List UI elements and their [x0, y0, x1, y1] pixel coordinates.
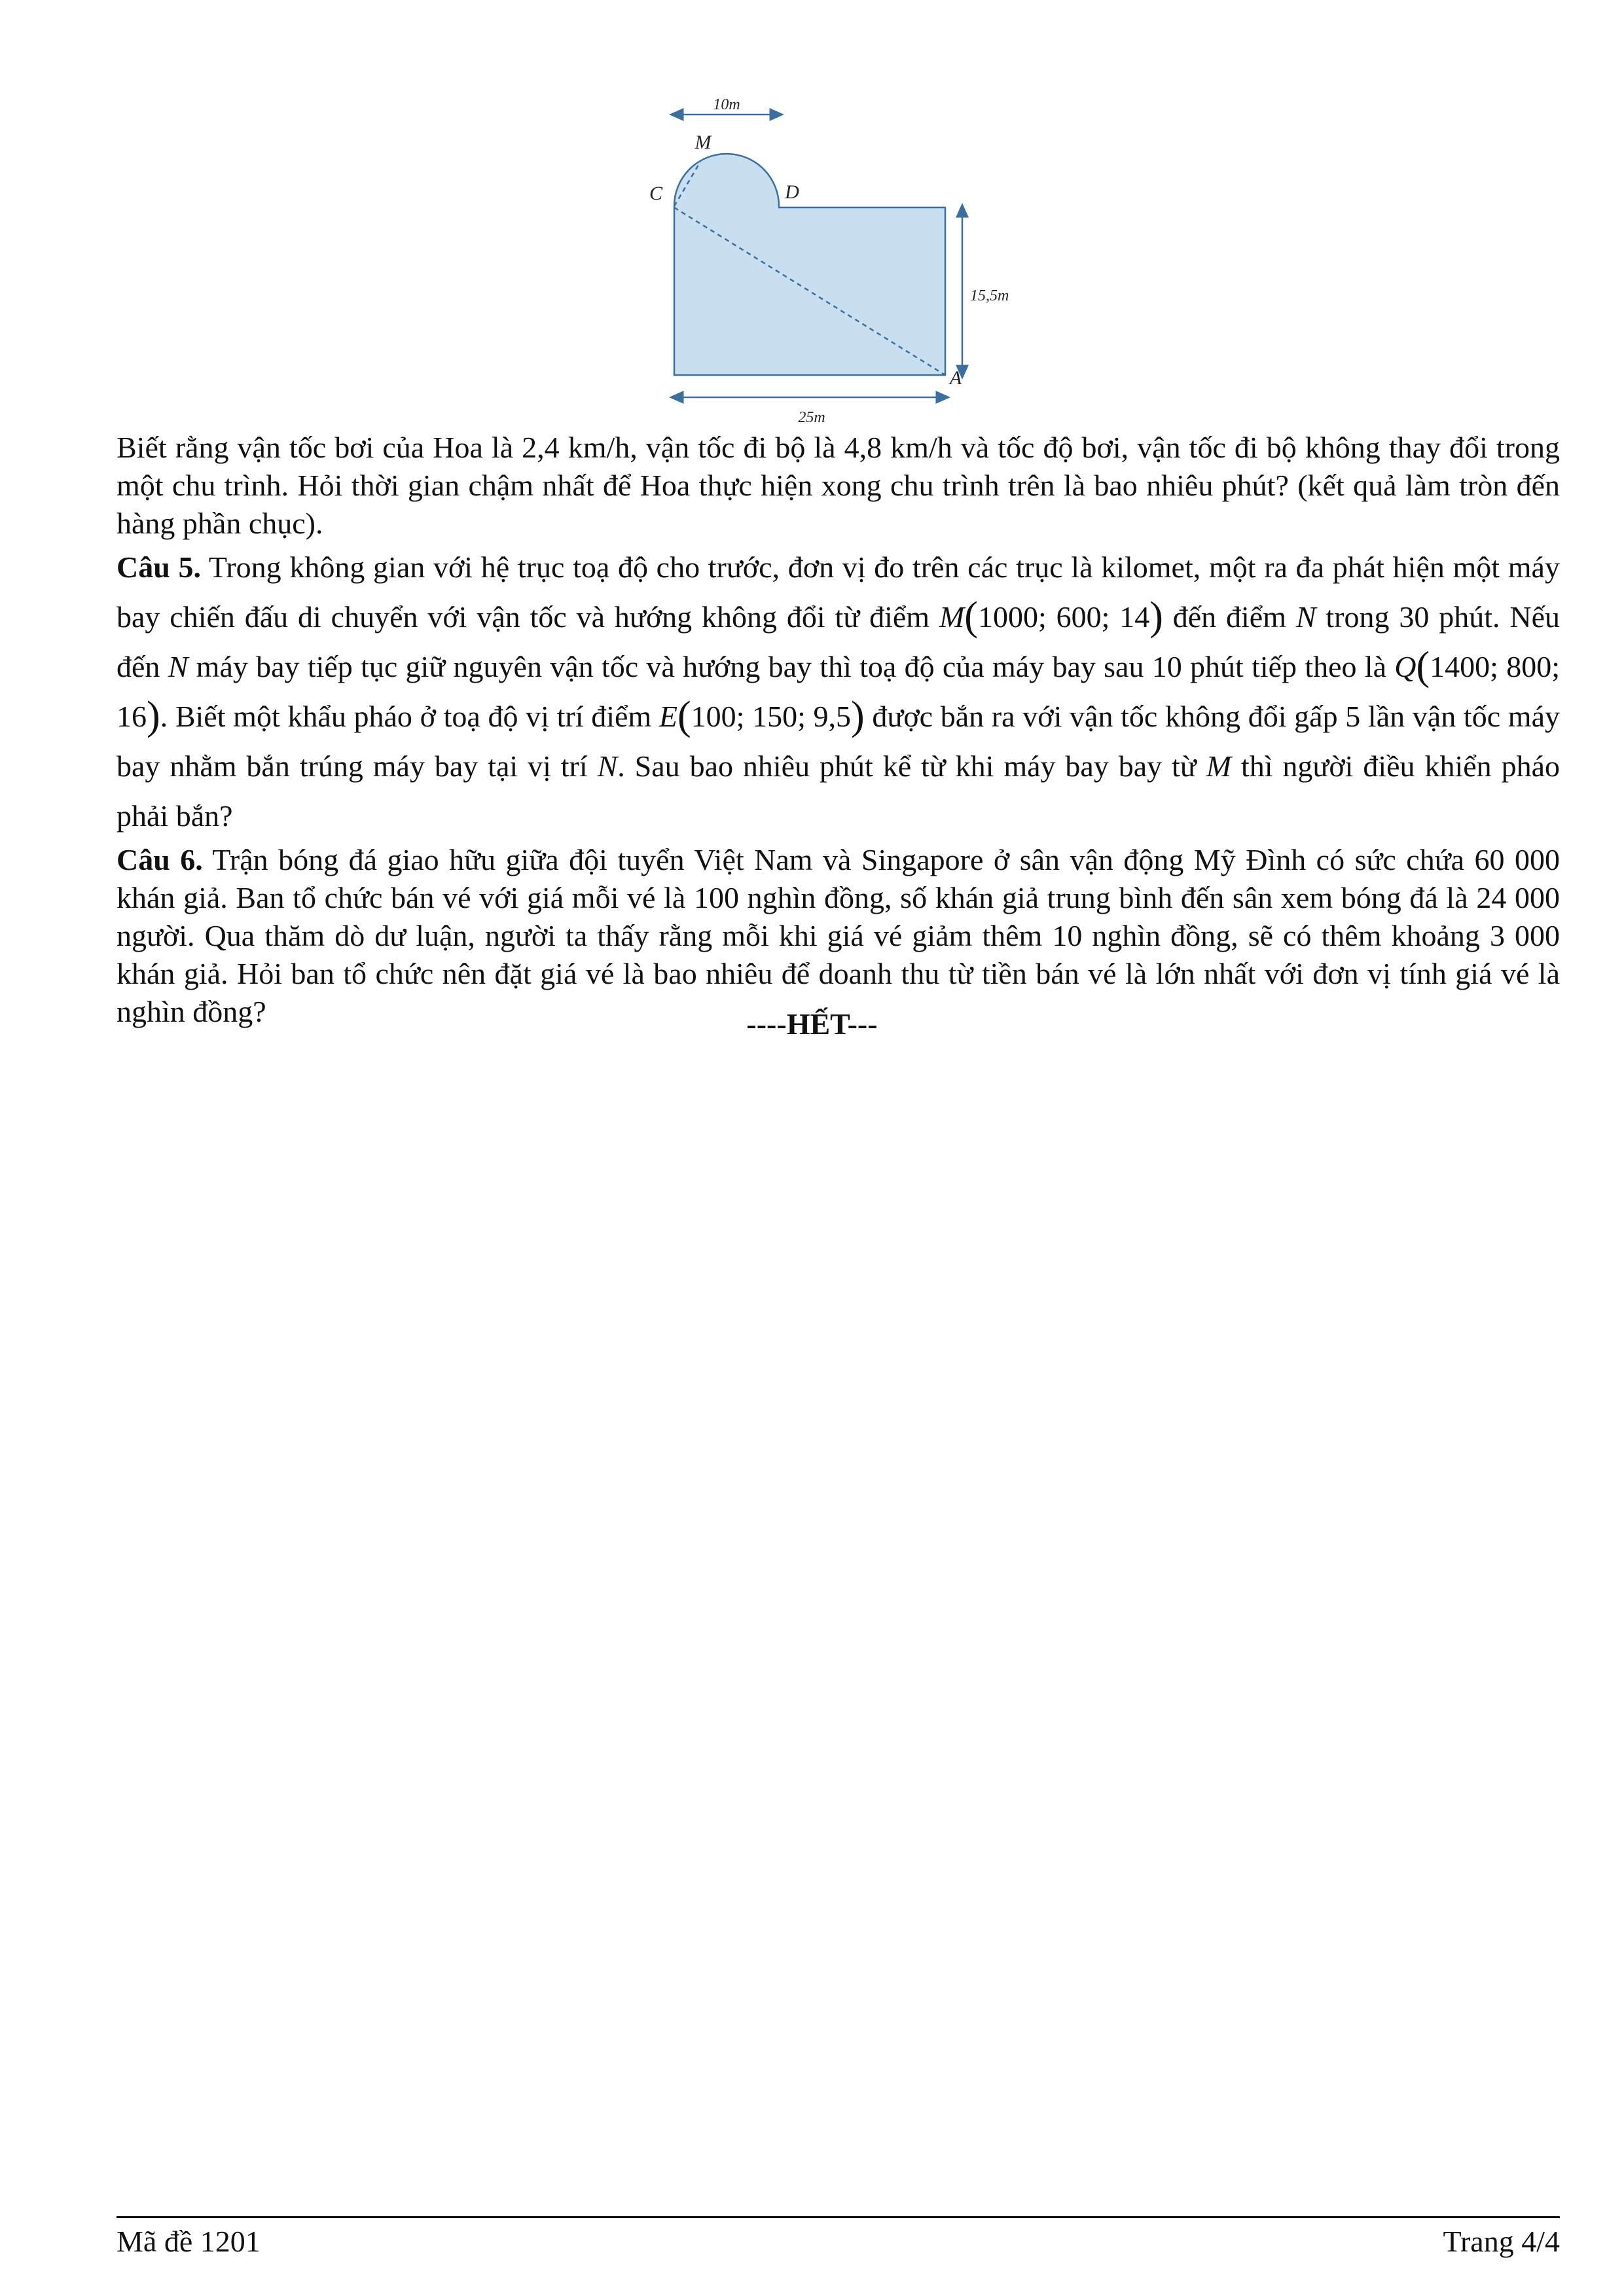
- q5-text-b: đến điểm: [1163, 600, 1296, 634]
- point-m-name: M: [939, 600, 965, 634]
- point-q-values: 1400; 800; 16: [117, 650, 1561, 733]
- q5-text-e: . Biết một khẩu pháo ở toạ độ vị trí điểm: [160, 700, 659, 733]
- label-point-m: M: [695, 132, 712, 153]
- pool-outline: [674, 154, 945, 375]
- point-q-coordinates: Q(1400; 800; 16): [117, 644, 1561, 738]
- label-top-width: 10m: [713, 96, 740, 113]
- point-e-values: 100; 150; 9,5: [691, 700, 852, 733]
- point-n-name-1: N: [1295, 600, 1316, 634]
- q6-text: Trận bóng đá giao hữu giữa đội tuyển Việt Nam và Singapore ở sân vận động Mỹ Đình có sức chứa 60 000 khán giả. Ban tổ chức bán vé với giá mỗi vé là 100 nghìn đồng, số khán giả trung bình đến sân xem bóng đá là 24 000 người. Qua thăm dò dư luận, người ta thấy rằng mỗi khi giá vé giảm thêm 10 nghìn đồng, sẽ có thêm khoảng 3 000 khán giả. Hỏi ban tổ chức nên đặt giá vé là bao nhiêu để doanh thu từ tiền bán vé là lớn nhất với đơn vị tính giá vé là nghìn đồng?: [117, 843, 1560, 1028]
- exam-code: Mã đề 1201: [117, 2225, 261, 2258]
- point-q-name: Q: [1394, 650, 1416, 683]
- q5-text-g: . Sau bao nhiêu phút kể từ khi máy bay bay từ: [617, 749, 1206, 783]
- point-m-values: 1000; 600; 14: [977, 600, 1150, 634]
- q5-text-a: Trong không gian với hệ trục toạ độ cho trước, đơn vị đo trên các trục là kilomet, một ra đa phát hiện một máy bay chiến đấu di chuyển với vận tốc và hướng không đổi từ điểm: [117, 550, 1560, 634]
- point-n-name-2: N: [168, 650, 189, 683]
- point-m-name-2: M: [1206, 749, 1232, 783]
- question-5: [117, 543, 1560, 841]
- point-m-coordinates: M(1000; 600; 14): [939, 594, 1163, 639]
- label-point-c: C: [649, 183, 663, 204]
- question-6: [117, 841, 1560, 1031]
- q5-text-c: trong 30 phút. Nếu đến: [117, 600, 1560, 683]
- q5-text-d: máy bay tiếp tục giữ nguyên vận tốc và hướng bay thì toạ độ của máy bay sau 10 phút tiếp theo là: [188, 650, 1395, 683]
- question-5-title: Câu 5.: [117, 550, 201, 584]
- footer-divider: [117, 2216, 1560, 2218]
- label-point-a: A: [949, 367, 962, 389]
- page-number: Trang 4/4: [1443, 2225, 1560, 2258]
- q5-text-h: thì người điều khiển pháo phải bắn?: [117, 749, 1560, 833]
- paragraph-swim-question: Biết rằng vận tốc bơi của Hoa là 2,4 km/h, vận tốc đi bộ là 4,8 km/h và tốc độ bơi, vận tốc đi bộ không thay đổi trong một chu trình. Hỏi thời gian chậm nhất để Hoa thực hiện xong chu trình trên là bao nhiêu phút? (kết quả làm tròn đến hàng phần chục).: [117, 431, 1560, 540]
- point-e-name: E: [659, 700, 677, 733]
- label-point-d: D: [785, 181, 799, 203]
- point-n-name-3: N: [597, 749, 618, 783]
- label-height: 15,5m: [970, 287, 1009, 304]
- question-6-title: Câu 6.: [117, 843, 203, 876]
- point-e-coordinates: E(100; 150; 9,5): [659, 694, 865, 738]
- exam-content: [117, 429, 1560, 1031]
- pool-figure: [628, 95, 1054, 429]
- label-bottom-width: 25m: [798, 409, 825, 426]
- end-mark: ----HẾT---: [746, 1007, 878, 1041]
- pool-diagram: [628, 95, 1054, 429]
- q5-text-f: được bắn ra với vận tốc không đổi gấp 5 lần vận tốc máy bay nhằm bắn trúng máy bay tại vị trí: [117, 700, 1560, 783]
